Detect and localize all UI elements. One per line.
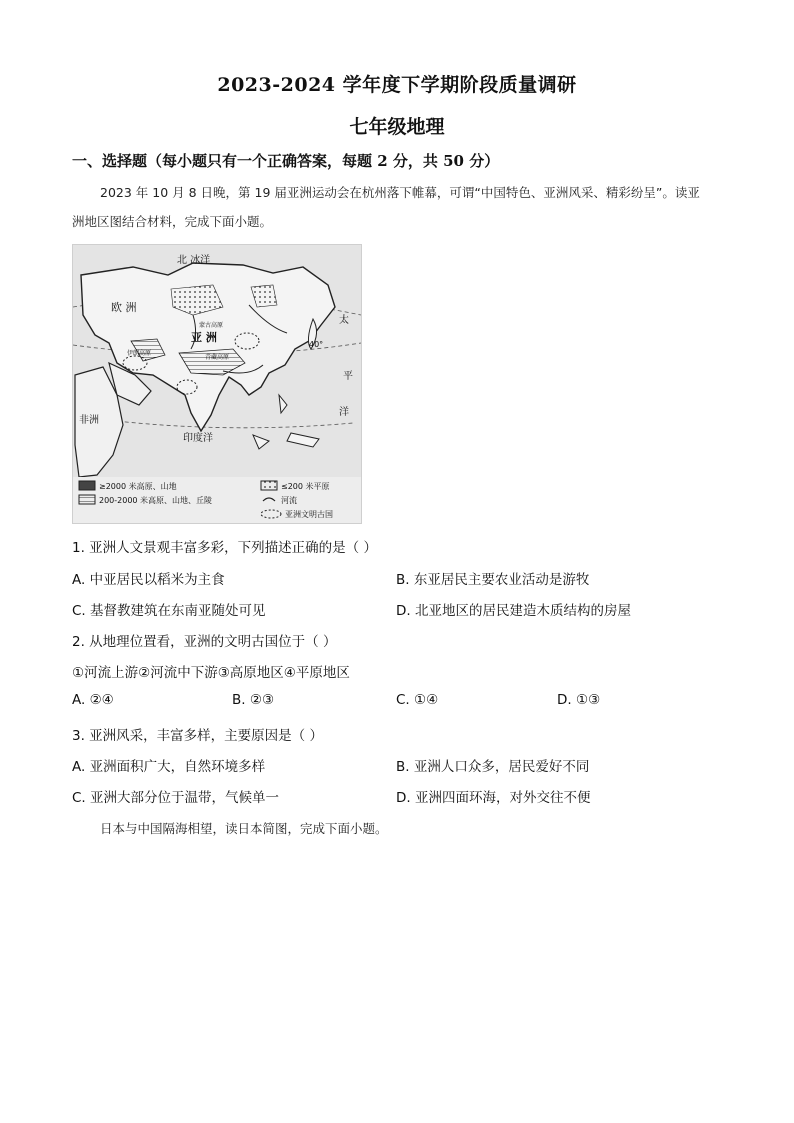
question-3-option-d[interactable]: D. 亚洲四面环海，对外交往不便: [396, 790, 591, 806]
map-label-mongolian-plateau: 蒙古高原: [199, 322, 224, 329]
question-2-option-d[interactable]: D. ①③: [557, 692, 601, 708]
map-label-iranian-plateau: 伊朗高原: [127, 350, 152, 357]
question-1-option-b[interactable]: B. 东亚居民主要农业活动是游牧: [396, 572, 590, 588]
asia-map: [72, 244, 362, 524]
legend-mid-swatch: [79, 495, 95, 504]
map-label-europe: 欧 洲: [111, 301, 137, 314]
question-1-option-c[interactable]: C. 基督教建筑在东南亚随处可见: [72, 603, 266, 619]
question-3-stem: 3. 亚洲风采，丰富多样，主要原因是（ ）: [72, 728, 323, 744]
question-2-option-c[interactable]: C. ①④: [396, 692, 439, 708]
question-2-stem: 2. 从地理位置看，亚洲的文明古国位于（ ）: [72, 634, 337, 650]
legend-plain: ≤200 米平原: [281, 482, 330, 491]
intro-paragraph-2: 日本与中国隔海相望，读日本简图，完成下面小题。: [100, 821, 388, 836]
question-1-stem: 1. 亚洲人文景观丰富多彩，下列描述正确的是（ ）: [72, 540, 377, 556]
exam-title: 2023-2024 学年度下学期阶段质量调研: [217, 74, 577, 96]
question-2-option-a[interactable]: A. ②④: [72, 692, 114, 708]
map-label-lat40: 40°: [309, 340, 324, 349]
map-label-tibetan-plateau: 青藏高原: [205, 354, 230, 361]
legend-high: ≥2000 米高原、山地: [99, 482, 177, 491]
question-3-option-c[interactable]: C. 亚洲大部分位于温带，气候单一: [72, 790, 280, 806]
question-3-option-a[interactable]: A. 亚洲面积广大，自然环境多样: [72, 759, 266, 775]
intro-paragraph-1: 2023 年 10 月 8 日晚，第 19 届亚洲运动会在杭州落下帷幕，可谓“中国特色、亚洲风采、精彩纷呈”。读亚洲地区图结合材料，完成下面小题。: [72, 185, 700, 229]
legend-plain-swatch: [261, 481, 277, 490]
map-label-arctic: 北 冰洋: [177, 255, 211, 266]
question-1-option-d[interactable]: D. 北亚地区的居民建造木质结构的房屋: [396, 603, 631, 619]
legend-civ: 亚洲文明古国: [285, 510, 333, 519]
subject-title: 七年级地理: [349, 116, 445, 138]
map-label-indian-ocean: 印度洋: [183, 433, 213, 444]
legend-mid: 200-2000 米高原、山地、丘陵: [99, 496, 213, 505]
question-1-option-a[interactable]: A. 中亚居民以稻米为主食: [72, 572, 225, 588]
map-label-pacific-3: 洋: [339, 407, 349, 418]
legend-river: 河流: [281, 496, 297, 505]
section-heading: 一、选择题（每小题只有一个正确答案，每题 2 分，共 50 分）: [72, 152, 500, 170]
map-label-pacific-1: 太: [339, 315, 349, 326]
question-3-option-b[interactable]: B. 亚洲人口众多，居民爱好不同: [396, 759, 590, 775]
question-2-option-b[interactable]: B. ②③: [232, 692, 275, 708]
question-2-statement: ①河流上游②河流中下游③高原地区④平原地区: [72, 665, 350, 681]
asia-map-graphic: [73, 245, 361, 523]
legend-high-swatch: [79, 481, 95, 490]
map-label-pacific-2: 平: [343, 371, 353, 382]
map-label-asia: 亚 洲: [191, 331, 217, 344]
map-label-africa: 非洲: [79, 415, 99, 426]
